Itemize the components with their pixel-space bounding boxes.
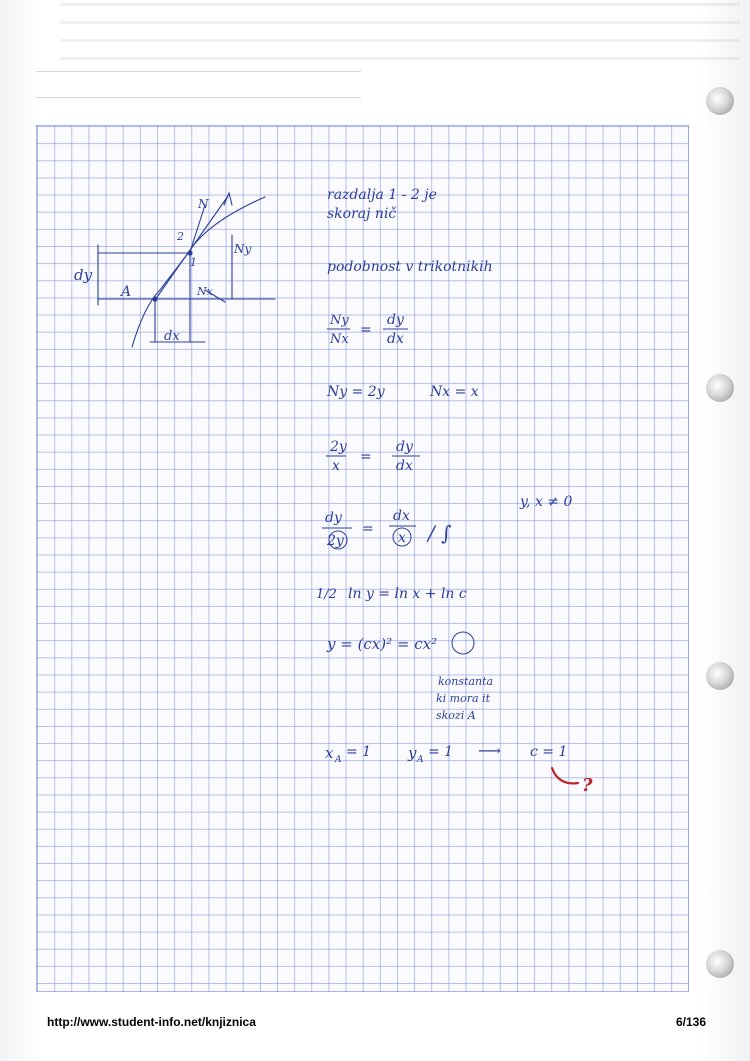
frac1-rden: dx [387,331,404,347]
pen-stroke [452,632,474,654]
math-symbol: = [360,449,372,465]
note-line4b: Nx = x [430,384,479,400]
xA-sub: A [335,755,342,765]
frac3-rden: x [398,530,406,546]
line-to-N [190,205,205,252]
diagram-label-dx: dx [164,329,180,344]
note-line1b: skoraj nič [327,206,397,222]
frac2-num: 2y [330,439,347,455]
frac3-den: 2y [327,533,344,549]
note-line8: y = (cx)² = cx² [327,635,438,653]
yA-value: = 1 [428,744,454,760]
note-line7: ln y = ln x + ln c [348,586,467,602]
frac1-num: Ny [330,313,349,328]
diagram-label-N: N [198,197,209,211]
c-result: c = 1 [530,744,568,760]
note-ki-mora: ki mora it [436,692,490,705]
note-konstanta: konstanta [438,675,494,688]
xA-label: x [325,744,334,762]
yA-sub: A [417,755,424,765]
frac1-den: Nx [330,332,349,347]
arrow: ⟶ [478,741,501,760]
diagram-label-dy: dy [74,266,93,284]
diagram-label-A: A [121,284,132,300]
frac2-den: x [332,458,340,474]
point-1 [187,250,192,255]
footer-url[interactable]: http://www.student-info.net/knjiznica [47,1015,256,1029]
curve [132,197,265,347]
diagram-label-Ny: Ny [234,242,252,256]
frac3-rnum: dx [393,508,410,524]
integral-mark: / ∫ [428,521,452,545]
frac2-rnum: dy [396,439,413,455]
footer-page-number: 6/136 [675,1015,706,1029]
note-skozi: skozi A [436,709,476,722]
math-symbol: = [362,521,374,537]
point-A [152,296,157,301]
red-check-mark [552,768,578,783]
xA-value: = 1 [346,744,372,760]
condition-note: y, x ≠ 0 [520,494,573,510]
tangent-arrowhead [224,193,232,205]
math-symbol: = [360,322,372,338]
note-line2: podobnost v trikotnikih [327,259,493,275]
frac1-rnum: dy [387,312,404,328]
half-fraction: 1/2 [316,587,337,602]
yA-label: y [408,744,417,762]
diagram-label-Nx: Nx [197,285,213,298]
note-line1a: razdalja 1 - 2 je [327,187,437,203]
note-line4a: Ny = 2y [327,384,385,400]
geometry-diagram [98,193,275,347]
red-question-mark: ? [582,775,593,796]
frac2-rden: dx [396,458,413,474]
diagram-label-2: 2 [177,230,184,243]
diagram-label-1: 1 [190,256,197,269]
frac3-num: dy [325,510,342,526]
